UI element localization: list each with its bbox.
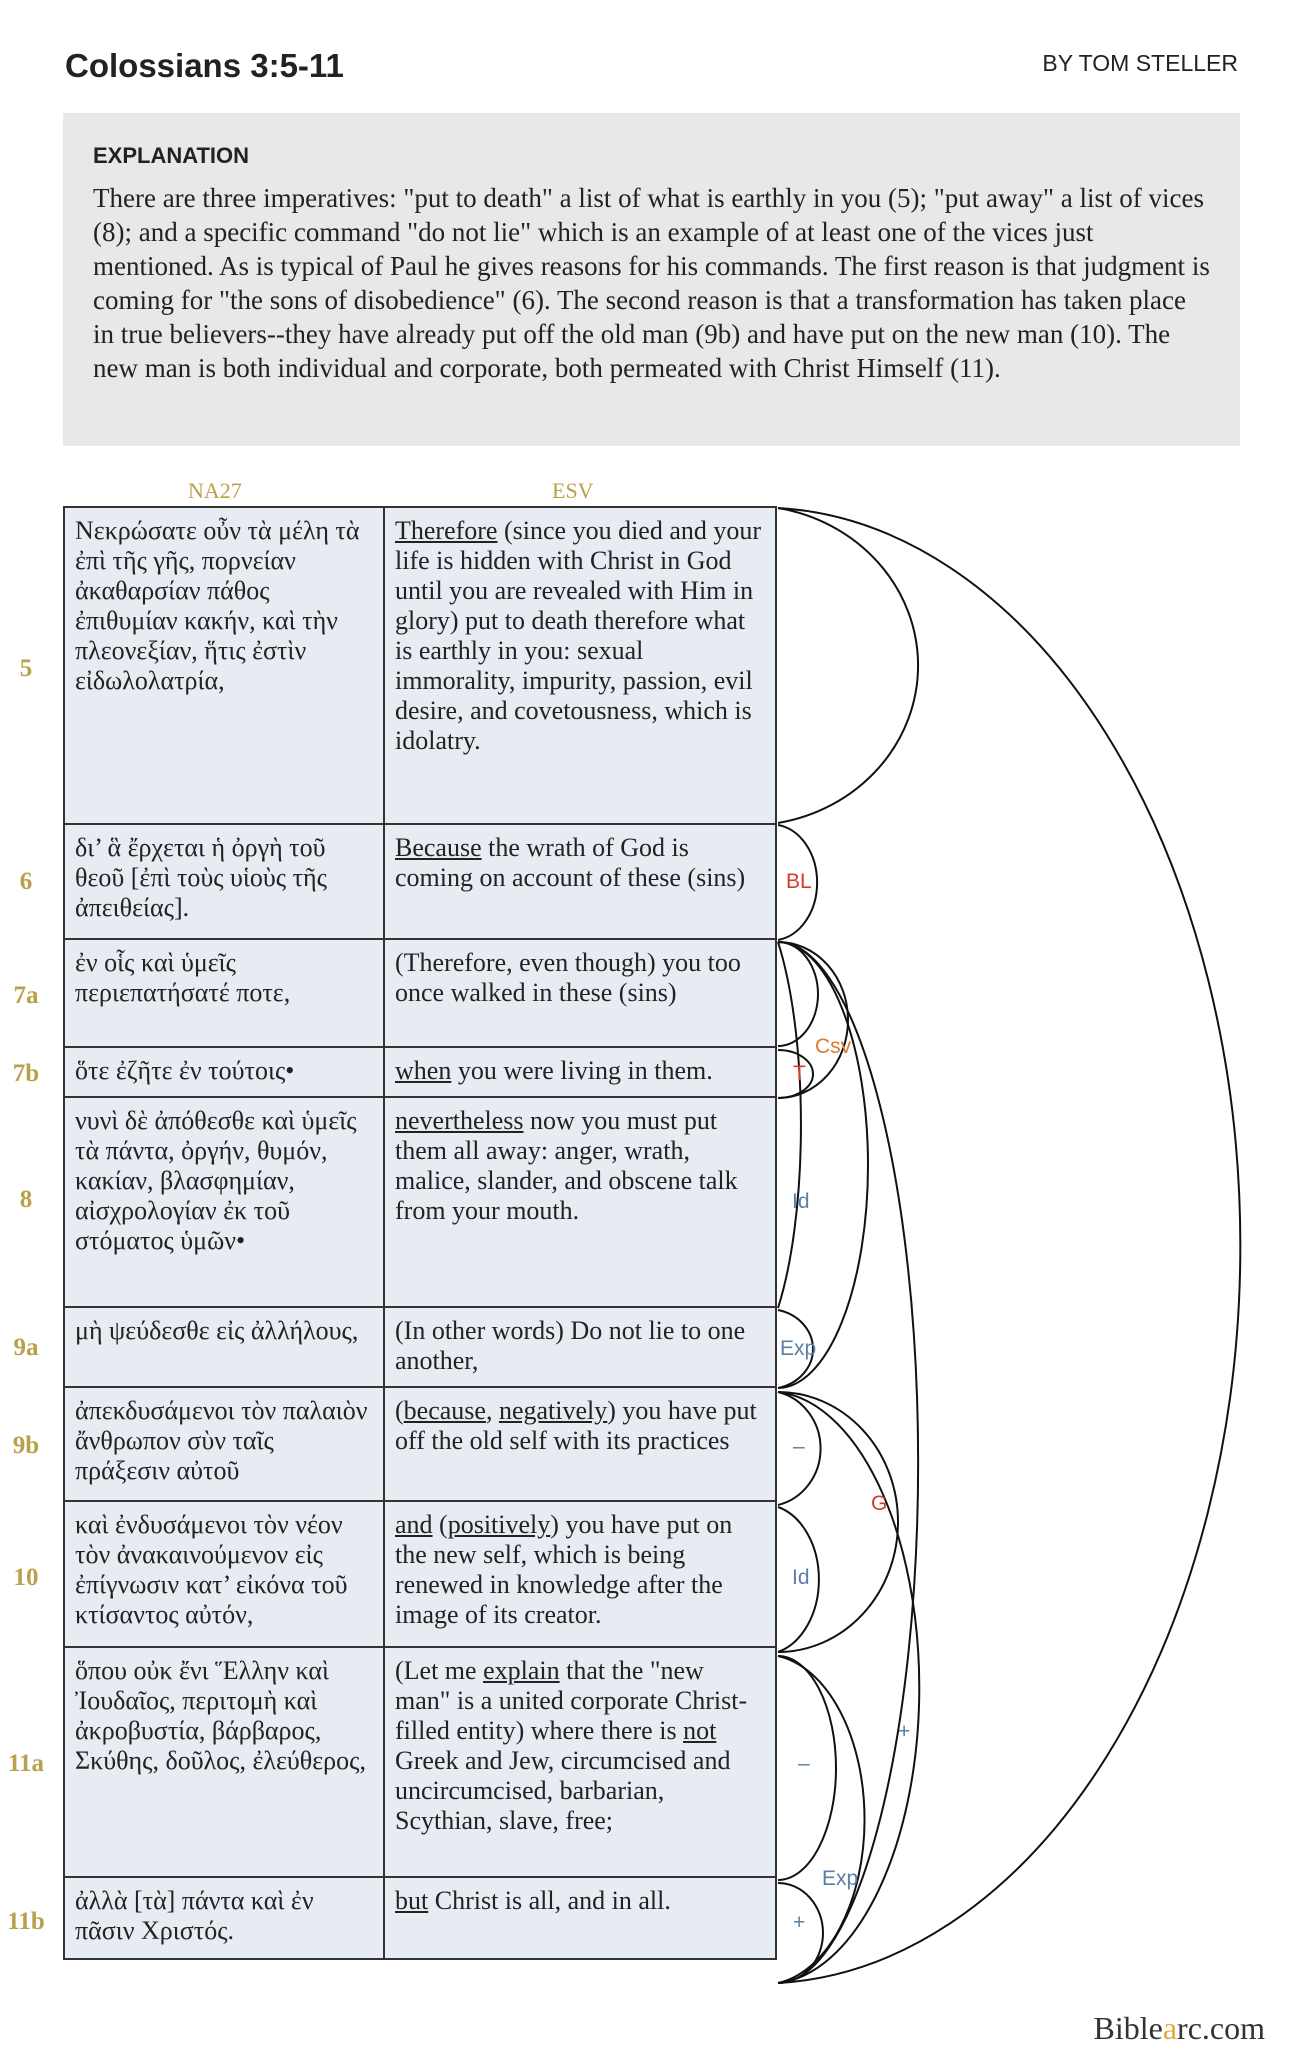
greek-text: δι’ ἃ ἔρχεται ἡ ὀργὴ τοῦ θεοῦ [ἐπὶ τοὺς υἱοὺς τῆς ἀπειθείας].	[64, 824, 384, 939]
arc-9b-10	[778, 1392, 898, 1652]
arc-5-6	[778, 508, 918, 823]
label-id-1: Id	[792, 1190, 810, 1213]
greek-text: νυνὶ δὲ ἀπόθεσθε καὶ ὑμεῖς τὰ πάντα, ὀργήν, θυμόν, κακίαν, βλασφημίαν, αἰσχρολογίαν ἐκ τοῦ στόματος ὑμῶν•	[64, 1097, 384, 1307]
verse-number-11b: 11b	[7, 1908, 45, 1935]
biblearc-logo[interactable]: Biblearc.com	[1093, 2010, 1265, 2046]
greek-text: ἀπεκδυσάμενοι τὸν παλαιὸν ἄνθρωπον σὺν ταῖς πράξεσιν αὐτοῦ	[64, 1387, 384, 1501]
greek-text: Νεκρώσατε οὖν τὰ μέλη τὰ ἐπὶ τῆς γῆς, πορνείαν ἀκαθαρσίαν πάθος ἐπιθυμίαν κακήν, καὶ τὴν πλεονεξίαν, ἥτις ἐστὶν εἰδωλολατρία,	[64, 507, 384, 824]
label-minus-2: –	[798, 1752, 810, 1775]
label-exp-2: Exp	[822, 1867, 859, 1890]
arc-7-8	[778, 942, 801, 1308]
arc-9b-11	[778, 1392, 919, 1983]
label-plus-2: +	[793, 1911, 806, 1934]
explanation-text: There are three imperatives: "put to death" a list of what is earthly in you (5); "put away" a list of vices (8); and a specific command "do not lie" which is an example of at least one of the vices just mentioned. As is typical of Paul he gives reasons for his commands. The first reason is that judgment is coming for "the sons of disobedience" (6). The second reason is that a transformation has taken place in true believers--they have already put off the old man (9b) and have put on the new man (10). The new man is both individual and corporate, both permeated with Christ Himself (11).	[93, 183, 1210, 383]
english-text: when you were living in them.	[384, 1047, 776, 1097]
english-text: but Christ is all, and in all.	[384, 1877, 776, 1959]
english-text: (because, negatively) you have put off the old self with its practices	[384, 1387, 776, 1501]
verse-number-10: 10	[13, 1564, 39, 1591]
author-byline: BY TOM STELLER	[1042, 50, 1238, 76]
verse-number-5: 5	[19, 655, 33, 682]
verse-number-6: 6	[19, 868, 33, 895]
english-text: (Let me explain that the "new man" is a united corporate Christ-filled entity) where there is not Greek and Jew, circumcised and uncircumcised, barbarian, Scythian, slave, free;	[384, 1647, 776, 1877]
verse-number-7b: 7b	[12, 1060, 40, 1087]
verse-number-11a: 11a	[7, 1750, 45, 1777]
label-id-2: Id	[792, 1566, 810, 1589]
label-exp-1: Exp	[780, 1337, 817, 1360]
verse-number-9b: 9b	[12, 1432, 40, 1459]
greek-column-header: NA27	[188, 478, 242, 503]
greek-text: ἀλλὰ [τὰ] πάντα καὶ ἐν πᾶσιν Χριστός.	[64, 1877, 384, 1959]
label-g: G	[871, 1492, 888, 1515]
arc-main	[778, 508, 1240, 1983]
english-text: Because the wrath of God is coming on account of these (sins)	[384, 824, 776, 939]
english-column-header: ESV	[552, 478, 594, 503]
english-text: Therefore (since you died and your life is hidden with Christ in God until you are revealed with Him in glory) put to death therefore what is earthly in you: sexual immorality, impurity, passion, evil desire, and covetousness, which is idolatry.	[384, 507, 776, 824]
verse-number-8: 8	[19, 1186, 33, 1213]
greek-text: ὅτε ἐζῆτε ἐν τούτοις•	[64, 1047, 384, 1097]
label-t: T	[793, 1062, 806, 1085]
label-csv: Csv	[815, 1035, 852, 1058]
english-text: (In other words) Do not lie to one another,	[384, 1307, 776, 1387]
label-minus-1: –	[793, 1435, 805, 1458]
explanation-heading: EXPLANATION	[93, 143, 250, 168]
verse-number-7a: 7a	[13, 982, 39, 1009]
page-title: Colossians 3:5-11	[65, 47, 344, 84]
english-text: (Therefore, even though) you too once walked in these (sins)	[384, 939, 776, 1047]
greek-text: ἐν οἷς καὶ ὑμεῖς περιεπατήσατέ ποτε,	[64, 939, 384, 1047]
english-text: and (positively) you have put on the new self, which is being renewed in knowledge after the image of its creator.	[384, 1501, 776, 1647]
greek-text: μὴ ψεύδεσθε εἰς ἀλλήλους,	[64, 1307, 384, 1387]
verse-number-9a: 9a	[13, 1334, 39, 1361]
label-plus-1: +	[898, 1720, 911, 1743]
english-text: nevertheless now you must put them all away: anger, wrath, malice, slander, and obscene talk from your mouth.	[384, 1097, 776, 1307]
arc-7-11	[778, 942, 918, 1983]
greek-text: ὅπου οὐκ ἔνι Ἕλλην καὶ Ἰουδαῖος, περιτομὴ καὶ ἀκροβυστία, βάρβαρος, Σκύθης, δοῦλος, ἐλεύθερος,	[64, 1647, 384, 1877]
arc-7-9a	[778, 942, 868, 1388]
greek-text: καὶ ἐνδυσάμενοι τὸν νέον τὸν ἀνακαινούμενον εἰς ἐπίγνωσιν κατ’ εἰκόνα τοῦ κτίσαντος αὐτόν,	[64, 1501, 384, 1647]
label-bl: BL	[786, 870, 812, 893]
